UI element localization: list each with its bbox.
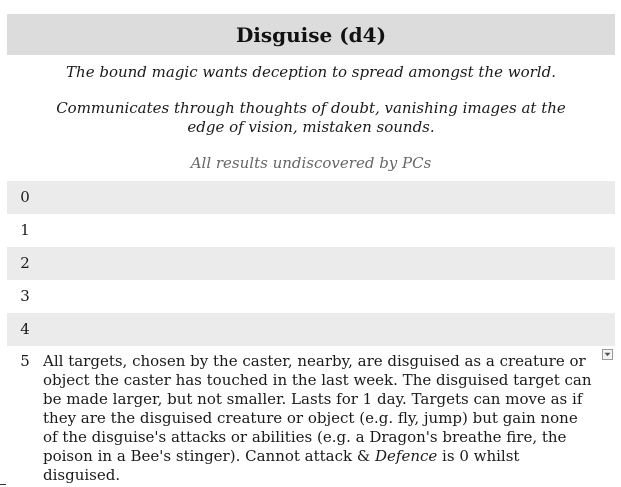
edge-divider <box>0 484 6 485</box>
results-table <box>7 181 615 485</box>
result-text-part: is 0 whilst disguised. <box>43 447 520 484</box>
disguise-table-panel <box>7 14 615 485</box>
table-description: The bound magic wants deception to spread amongst the world. <box>66 63 556 81</box>
table-row <box>7 346 615 485</box>
table-row <box>7 280 615 313</box>
roll-number: 5 <box>20 352 30 370</box>
roll-number: 1 <box>20 221 30 239</box>
discovery-status: All results undiscovered by PCs <box>190 154 432 172</box>
table-title-text: Disguise (d4) <box>235 22 387 47</box>
roll-number: 0 <box>20 188 30 206</box>
result-text-part: All targets, chosen by the caster, nearby, are disguised as a creature or object the caster has touched in the last week. The disguised target can be made larger, but not smaller. Lasts for 1 day. Targets can move as if they are the disguised creature or object (e.g. fly, jump) but gain none of the disguise's attacks or abilities (e.g. a Dragon's breathe fire, the poison in a Bee's stinger). Cannot attack & <box>43 352 592 465</box>
expand-toggle-button[interactable] <box>602 349 613 360</box>
defence-term: Defence <box>375 447 438 465</box>
table-row <box>7 181 615 214</box>
roll-number: 3 <box>20 287 30 305</box>
result-text <box>43 352 615 485</box>
communication-text: Communicates through thoughts of doubt, vanishing images at the edge of vision, mistaken sounds. <box>56 99 566 136</box>
chevron-down-icon <box>604 352 611 357</box>
table-title <box>7 14 615 55</box>
roll-number: 4 <box>20 320 30 338</box>
table-row <box>7 214 615 247</box>
table-row <box>7 247 615 280</box>
table-row <box>7 313 615 346</box>
roll-number: 2 <box>20 254 30 272</box>
